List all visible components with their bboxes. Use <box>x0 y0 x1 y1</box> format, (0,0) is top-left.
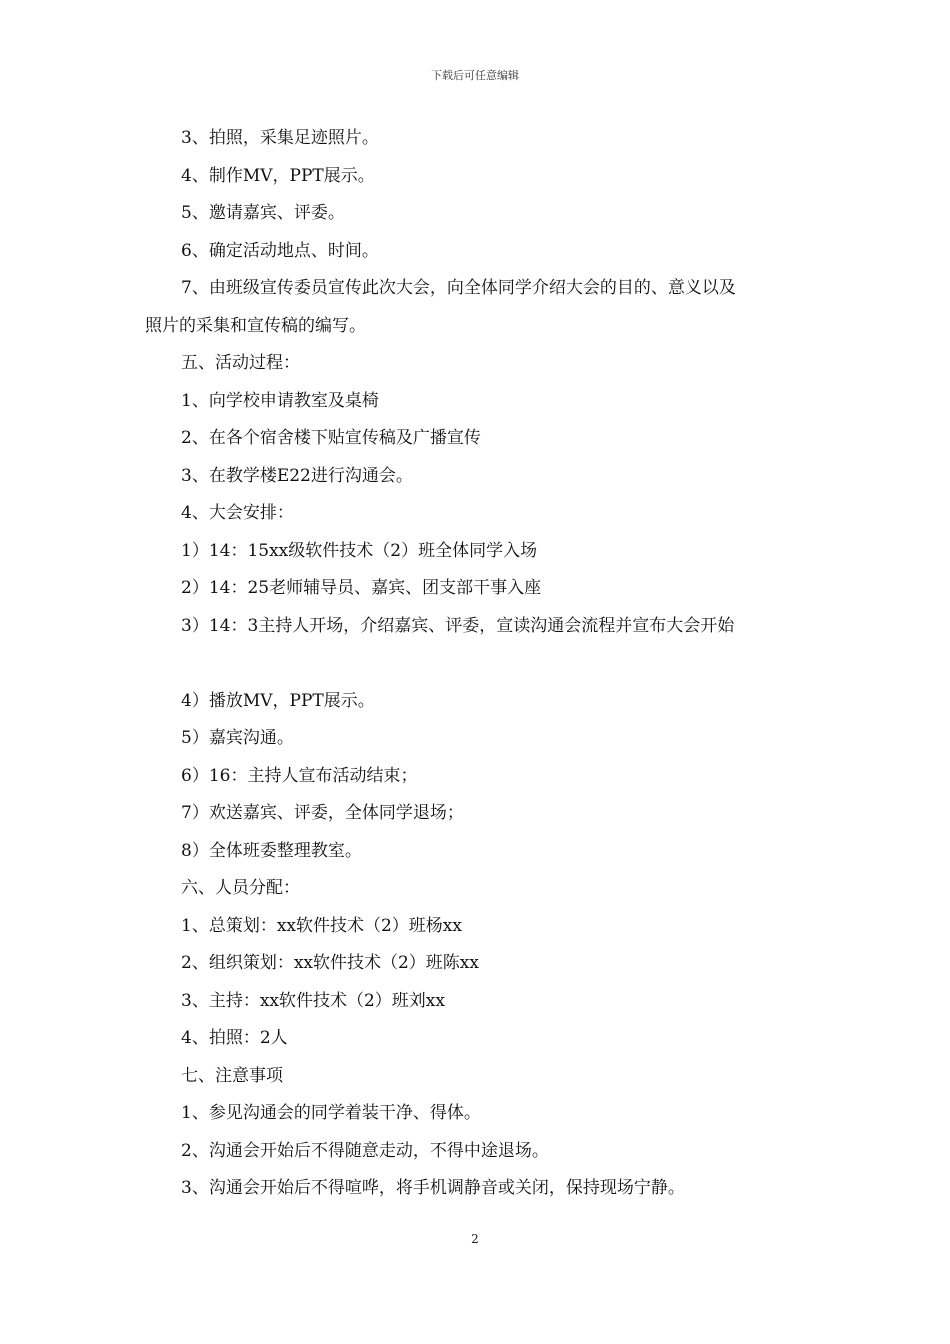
list-item: 3、在教学楼E22进行沟通会。 <box>181 465 413 486</box>
list-item: 1、总策划：xx软件技术（2）班杨xx <box>181 915 462 936</box>
list-item: 4、拍照：2人 <box>181 1028 288 1048</box>
section-heading: 六、人员分配： <box>181 878 300 898</box>
document-body <box>145 120 825 1208</box>
list-item: 7、由班级宣传委员宣传此次大会，向全体同学介绍大会的目的、意义以及 <box>181 278 736 298</box>
list-item: 1、参见沟通会的同学着装干净、得体。 <box>181 1103 481 1123</box>
page-number: 2 <box>471 1232 479 1246</box>
list-item: 3、拍照，采集足迹照片。 <box>181 128 379 148</box>
list-item-continuation: 照片的采集和宣传稿的编写。 <box>145 315 366 336</box>
section-heading: 五、活动过程： <box>181 353 300 373</box>
blank-line <box>145 645 825 683</box>
list-item: 2、沟通会开始后不得随意走动，不得中途退场。 <box>181 1140 549 1161</box>
schedule-item: 2）14：25老师辅导员、嘉宾、团支部干事入座 <box>181 578 542 598</box>
schedule-item: 4）播放MV，PPT展示。 <box>181 690 375 711</box>
list-item: 4、大会安排： <box>181 503 294 523</box>
schedule-item: 6）16：主持人宣布活动结束； <box>181 765 418 786</box>
list-item: 1、向学校申请教室及桌椅 <box>181 390 379 411</box>
list-item: 2、在各个宿舍楼下贴宣传稿及广播宣传 <box>181 428 481 448</box>
schedule-item: 5）嘉宾沟通。 <box>181 728 294 748</box>
list-item: 3、主持：xx软件技术（2）班刘xx <box>181 990 445 1011</box>
list-item: 4、制作MV，PPT展示。 <box>181 165 375 186</box>
list-item: 6、确定活动地点、时间。 <box>181 240 379 261</box>
schedule-item: 8）全体班委整理教室。 <box>181 840 362 861</box>
schedule-item: 3）14：3主持人开场，介绍嘉宾、评委，宣读沟通会流程并宣布大会开始 <box>181 615 735 636</box>
schedule-item: 7）欢送嘉宾、评委，全体同学退场； <box>181 803 464 823</box>
list-item: 2、组织策划：xx软件技术（2）班陈xx <box>181 953 479 973</box>
section-heading: 七、注意事项 <box>181 1065 283 1086</box>
list-item: 3、沟通会开始后不得喧哗，将手机调静音或关闭，保持现场宁静。 <box>181 1178 685 1198</box>
page-header: 下载后可任意编辑 <box>431 69 519 82</box>
list-item: 5、邀请嘉宾、评委。 <box>181 203 345 223</box>
schedule-item: 1）14：15xx级软件技术（2）班全体同学入场 <box>181 540 538 561</box>
